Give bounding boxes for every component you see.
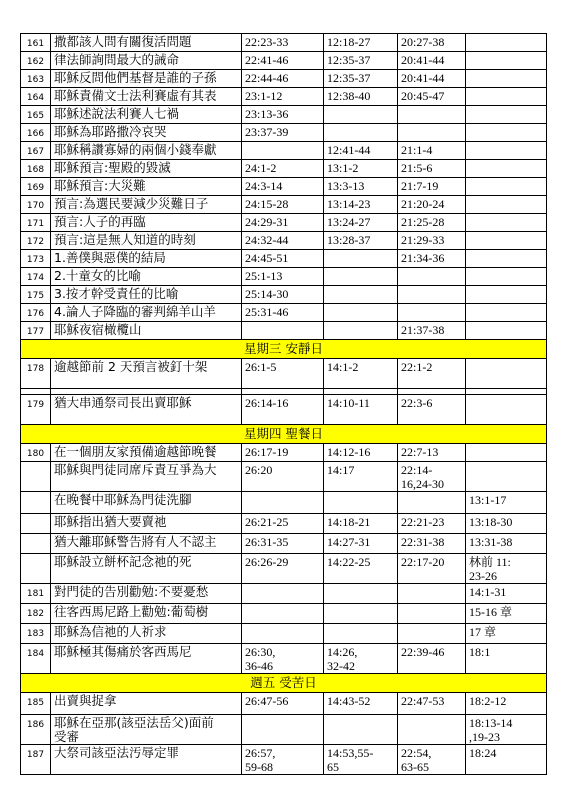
john-ref: 13:18-30 bbox=[466, 514, 547, 534]
table-row bbox=[21, 106, 547, 124]
event-title: 對門徒的告別勸勉:不要憂愁 bbox=[51, 584, 242, 604]
mark-ref: 12:41-44 bbox=[324, 142, 398, 160]
matthew-ref: 22:41-46 bbox=[242, 52, 324, 70]
luke-ref: 21:37-38 bbox=[398, 322, 466, 340]
luke-ref: 22:3-6 bbox=[398, 395, 466, 425]
john-ref: 17 章 bbox=[466, 624, 547, 644]
row-number: 181 bbox=[21, 584, 51, 604]
john-ref bbox=[466, 34, 547, 52]
event-title: 耶穌設立餅杯記念祂的死 bbox=[51, 554, 242, 584]
luke-ref: 22:7-13 bbox=[398, 444, 466, 462]
table-row bbox=[21, 34, 547, 52]
event-title: 耶穌責備文士法利賽虛有其表 bbox=[51, 88, 242, 106]
event-title: 耶穌為耶路撒冷哀哭 bbox=[51, 124, 242, 142]
event-title: 2.十童女的比喻 bbox=[51, 268, 242, 286]
mark-ref: 13:28-37 bbox=[324, 232, 398, 250]
harmony-table bbox=[20, 33, 547, 775]
table-row bbox=[21, 178, 547, 196]
row-number: 177 bbox=[21, 322, 51, 340]
matthew-ref: 26:57, 59-68 bbox=[242, 745, 324, 775]
luke-ref bbox=[398, 624, 466, 644]
john-ref bbox=[466, 444, 547, 462]
matthew-ref bbox=[242, 492, 324, 514]
row-number: 174 bbox=[21, 268, 51, 286]
day-header: 週五 受苦日 bbox=[21, 674, 547, 693]
table-row bbox=[21, 745, 547, 775]
day-header-row bbox=[21, 674, 547, 693]
luke-ref: 22:17-20 bbox=[398, 554, 466, 584]
table-row bbox=[21, 514, 547, 534]
luke-ref: 21:34-36 bbox=[398, 250, 466, 268]
event-title: 3.按才幹受責任的比喻 bbox=[51, 286, 242, 304]
mark-ref: 13:24-27 bbox=[324, 214, 398, 232]
row-number bbox=[21, 462, 51, 492]
table-row bbox=[21, 160, 547, 178]
event-title: 猶大串通祭司長出賣耶穌 bbox=[51, 395, 242, 425]
table-row bbox=[21, 444, 547, 462]
luke-ref: 21:1-4 bbox=[398, 142, 466, 160]
event-title: 耶穌夜宿橄欖山 bbox=[51, 322, 242, 340]
matthew-ref: 26:20 bbox=[242, 462, 324, 492]
john-ref bbox=[466, 232, 547, 250]
row-number: 182 bbox=[21, 604, 51, 624]
table-row bbox=[21, 268, 547, 286]
mark-ref: 14:12-16 bbox=[324, 444, 398, 462]
event-title: 耶穌為信祂的人祈求 bbox=[51, 624, 242, 644]
luke-ref: 20:45-47 bbox=[398, 88, 466, 106]
john-ref: 13:31-38 bbox=[466, 534, 547, 554]
matthew-ref: 24:32-44 bbox=[242, 232, 324, 250]
table-body bbox=[21, 34, 547, 775]
row-number: 166 bbox=[21, 124, 51, 142]
event-title: 預言:為選民要減少災難日子 bbox=[51, 196, 242, 214]
day-header-row bbox=[21, 425, 547, 444]
luke-ref: 22:47-53 bbox=[398, 693, 466, 715]
event-title: 在晚餐中耶穌為門徒洗腳 bbox=[51, 492, 242, 514]
mark-ref: 14:1-2 bbox=[324, 359, 398, 389]
table-row bbox=[21, 644, 547, 674]
row-number: 167 bbox=[21, 142, 51, 160]
matthew-ref: 22:44-46 bbox=[242, 70, 324, 88]
table-row bbox=[21, 492, 547, 514]
mark-ref bbox=[324, 492, 398, 514]
matthew-ref: 23:37-39 bbox=[242, 124, 324, 142]
john-ref: 15-16 章 bbox=[466, 604, 547, 624]
matthew-ref: 24:3-14 bbox=[242, 178, 324, 196]
john-ref bbox=[466, 304, 547, 322]
event-title: 預言:人子的再臨 bbox=[51, 214, 242, 232]
luke-ref bbox=[398, 268, 466, 286]
table-row bbox=[21, 322, 547, 340]
event-title: 耶穌反問他們基督是誰的子孫 bbox=[51, 70, 242, 88]
luke-ref bbox=[398, 304, 466, 322]
matthew-ref bbox=[242, 604, 324, 624]
day-header-row bbox=[21, 340, 547, 359]
event-title: 在一個朋友家預備逾越節晚餐 bbox=[51, 444, 242, 462]
row-number: 176 bbox=[21, 304, 51, 322]
luke-ref: 22:54, 63-65 bbox=[398, 745, 466, 775]
row-number: 165 bbox=[21, 106, 51, 124]
mark-ref: 12:35-37 bbox=[324, 70, 398, 88]
john-ref bbox=[466, 124, 547, 142]
event-title: 耶穌極其傷痛於客西馬尼 bbox=[51, 644, 242, 674]
mark-ref: 14:26, 32-42 bbox=[324, 644, 398, 674]
matthew-ref: 25:14-30 bbox=[242, 286, 324, 304]
event-title: 耶穌述說法利賽人七禍 bbox=[51, 106, 242, 124]
matthew-ref: 26:21-25 bbox=[242, 514, 324, 534]
luke-ref: 22:39-46 bbox=[398, 644, 466, 674]
matthew-ref: 24:15-28 bbox=[242, 196, 324, 214]
luke-ref bbox=[398, 124, 466, 142]
mark-ref bbox=[324, 604, 398, 624]
john-ref bbox=[466, 52, 547, 70]
matthew-ref: 22:23-33 bbox=[242, 34, 324, 52]
john-ref bbox=[466, 88, 547, 106]
row-number: 168 bbox=[21, 160, 51, 178]
row-number: 184 bbox=[21, 644, 51, 674]
row-number bbox=[21, 514, 51, 534]
mark-ref bbox=[324, 124, 398, 142]
mark-ref: 14:43-52 bbox=[324, 693, 398, 715]
john-ref: 18:24 bbox=[466, 745, 547, 775]
luke-ref bbox=[398, 584, 466, 604]
mark-ref: 14:10-11 bbox=[324, 395, 398, 425]
luke-ref: 22:21-23 bbox=[398, 514, 466, 534]
table-row bbox=[21, 462, 547, 492]
john-ref bbox=[466, 286, 547, 304]
event-title: 大祭司該亞法汚辱定罪 bbox=[51, 745, 242, 775]
mark-ref: 13:3-13 bbox=[324, 178, 398, 196]
matthew-ref: 23:1-12 bbox=[242, 88, 324, 106]
luke-ref: 21:29-33 bbox=[398, 232, 466, 250]
day-header: 星期四 聖餐日 bbox=[21, 425, 547, 444]
mark-ref bbox=[324, 304, 398, 322]
mark-ref: 14:18-21 bbox=[324, 514, 398, 534]
row-number: 163 bbox=[21, 70, 51, 88]
event-title: 往客西馬尼路上勸勉:葡萄樹 bbox=[51, 604, 242, 624]
table-row bbox=[21, 286, 547, 304]
luke-ref: 21:5-6 bbox=[398, 160, 466, 178]
mark-ref bbox=[324, 715, 398, 745]
table-row bbox=[21, 359, 547, 389]
row-number: 162 bbox=[21, 52, 51, 70]
matthew-ref: 26:31-35 bbox=[242, 534, 324, 554]
row-number: 172 bbox=[21, 232, 51, 250]
mark-ref bbox=[324, 624, 398, 644]
matthew-ref: 26:1-5 bbox=[242, 359, 324, 389]
john-ref: 13:1-17 bbox=[466, 492, 547, 514]
row-number: 170 bbox=[21, 196, 51, 214]
luke-ref bbox=[398, 492, 466, 514]
row-number: 175 bbox=[21, 286, 51, 304]
luke-ref: 20:27-38 bbox=[398, 34, 466, 52]
day-header: 星期三 安靜日 bbox=[21, 340, 547, 359]
mark-ref: 14:17 bbox=[324, 462, 398, 492]
john-ref: 林前 11: 23-26 bbox=[466, 554, 547, 584]
event-title: 出賣與捉拿 bbox=[51, 693, 242, 715]
matthew-ref bbox=[242, 584, 324, 604]
mark-ref: 14:53,55- 65 bbox=[324, 745, 398, 775]
table-row bbox=[21, 214, 547, 232]
matthew-ref: 26:30, 36-46 bbox=[242, 644, 324, 674]
row-number: 179 bbox=[21, 395, 51, 425]
row-number bbox=[21, 492, 51, 514]
event-title: 律法師詢問最大的誡命 bbox=[51, 52, 242, 70]
row-number: 169 bbox=[21, 178, 51, 196]
john-ref: 18:13-14 ,19-23 bbox=[466, 715, 547, 745]
john-ref bbox=[466, 142, 547, 160]
mark-ref bbox=[324, 250, 398, 268]
row-number: 171 bbox=[21, 214, 51, 232]
john-ref bbox=[466, 106, 547, 124]
table-row bbox=[21, 584, 547, 604]
luke-ref: 22:31-38 bbox=[398, 534, 466, 554]
table-row bbox=[21, 196, 547, 214]
john-ref bbox=[466, 462, 547, 492]
mark-ref: 13:14-23 bbox=[324, 196, 398, 214]
row-number: 173 bbox=[21, 250, 51, 268]
matthew-ref: 26:17-19 bbox=[242, 444, 324, 462]
john-ref bbox=[466, 70, 547, 88]
table-row bbox=[21, 693, 547, 715]
row-number bbox=[21, 534, 51, 554]
john-ref bbox=[466, 395, 547, 425]
john-ref bbox=[466, 160, 547, 178]
mark-ref bbox=[324, 268, 398, 286]
matthew-ref bbox=[242, 624, 324, 644]
mark-ref bbox=[324, 106, 398, 124]
luke-ref bbox=[398, 106, 466, 124]
row-number: 164 bbox=[21, 88, 51, 106]
luke-ref: 21:20-24 bbox=[398, 196, 466, 214]
mark-ref bbox=[324, 322, 398, 340]
mark-ref bbox=[324, 286, 398, 304]
row-number: 187 bbox=[21, 745, 51, 775]
luke-ref: 20:41-44 bbox=[398, 52, 466, 70]
event-title: 逾越節前 2 天預言被釘十架 bbox=[51, 359, 242, 389]
matthew-ref: 23:13-36 bbox=[242, 106, 324, 124]
matthew-ref bbox=[242, 715, 324, 745]
event-title: 預言:這是無人知道的時刻 bbox=[51, 232, 242, 250]
luke-ref: 20:41-44 bbox=[398, 70, 466, 88]
john-ref bbox=[466, 196, 547, 214]
row-number: 186 bbox=[21, 715, 51, 745]
event-title: 1.善僕與惡僕的結局 bbox=[51, 250, 242, 268]
table-row bbox=[21, 142, 547, 160]
row-number: 161 bbox=[21, 34, 51, 52]
table-row bbox=[21, 232, 547, 250]
luke-ref: 22:1-2 bbox=[398, 359, 466, 389]
table-row bbox=[21, 250, 547, 268]
table-row bbox=[21, 88, 547, 106]
row-number: 178 bbox=[21, 359, 51, 389]
mark-ref bbox=[324, 584, 398, 604]
luke-ref: 21:25-28 bbox=[398, 214, 466, 232]
matthew-ref bbox=[242, 142, 324, 160]
row-number: 180 bbox=[21, 444, 51, 462]
john-ref: 14:1-31 bbox=[466, 584, 547, 604]
john-ref: 18:1 bbox=[466, 644, 547, 674]
event-title: 猶大離耶穌警告將有人不認主 bbox=[51, 534, 242, 554]
luke-ref bbox=[398, 715, 466, 745]
table-row bbox=[21, 124, 547, 142]
table-row bbox=[21, 534, 547, 554]
matthew-ref: 26:26-29 bbox=[242, 554, 324, 584]
event-title: 撒都該人問有關復活問題 bbox=[51, 34, 242, 52]
table-row bbox=[21, 604, 547, 624]
row-number: 183 bbox=[21, 624, 51, 644]
luke-ref bbox=[398, 604, 466, 624]
event-title: 耶穌在亞那(該亞法岳父)面前 受審 bbox=[51, 715, 242, 745]
event-title: 耶穌指出猶大要賣祂 bbox=[51, 514, 242, 534]
table-row bbox=[21, 395, 547, 425]
luke-ref bbox=[398, 286, 466, 304]
john-ref bbox=[466, 268, 547, 286]
luke-ref: 22:14- 16,24-30 bbox=[398, 462, 466, 492]
mark-ref: 14:22-25 bbox=[324, 554, 398, 584]
event-title: 耶穌與門徒同席斥責互爭為大 bbox=[51, 462, 242, 492]
mark-ref: 12:35-37 bbox=[324, 52, 398, 70]
john-ref bbox=[466, 359, 547, 389]
matthew-ref bbox=[242, 322, 324, 340]
table-row bbox=[21, 624, 547, 644]
mark-ref: 13:1-2 bbox=[324, 160, 398, 178]
table-row bbox=[21, 70, 547, 88]
john-ref: 18:2-12 bbox=[466, 693, 547, 715]
event-title: 耶穌稱讚寡婦的兩個小錢奉獻 bbox=[51, 142, 242, 160]
table-row bbox=[21, 52, 547, 70]
row-number: 185 bbox=[21, 693, 51, 715]
row-number bbox=[21, 554, 51, 584]
john-ref bbox=[466, 250, 547, 268]
table-row bbox=[21, 554, 547, 584]
john-ref bbox=[466, 214, 547, 232]
event-title: 4.論人子降臨的審判綿羊山羊 bbox=[51, 304, 242, 322]
mark-ref: 14:27-31 bbox=[324, 534, 398, 554]
matthew-ref: 25:31-46 bbox=[242, 304, 324, 322]
mark-ref: 12:18-27 bbox=[324, 34, 398, 52]
john-ref bbox=[466, 178, 547, 196]
event-title: 耶穌預言:大災難 bbox=[51, 178, 242, 196]
matthew-ref: 24:1-2 bbox=[242, 160, 324, 178]
matthew-ref: 26:47-56 bbox=[242, 693, 324, 715]
table-row bbox=[21, 715, 547, 745]
matthew-ref: 24:29-31 bbox=[242, 214, 324, 232]
event-title: 耶穌預言:聖殿的毀滅 bbox=[51, 160, 242, 178]
table-row bbox=[21, 304, 547, 322]
matthew-ref: 26:14-16 bbox=[242, 395, 324, 425]
luke-ref: 21:7-19 bbox=[398, 178, 466, 196]
john-ref bbox=[466, 322, 547, 340]
matthew-ref: 25:1-13 bbox=[242, 268, 324, 286]
mark-ref: 12:38-40 bbox=[324, 88, 398, 106]
matthew-ref: 24:45-51 bbox=[242, 250, 324, 268]
